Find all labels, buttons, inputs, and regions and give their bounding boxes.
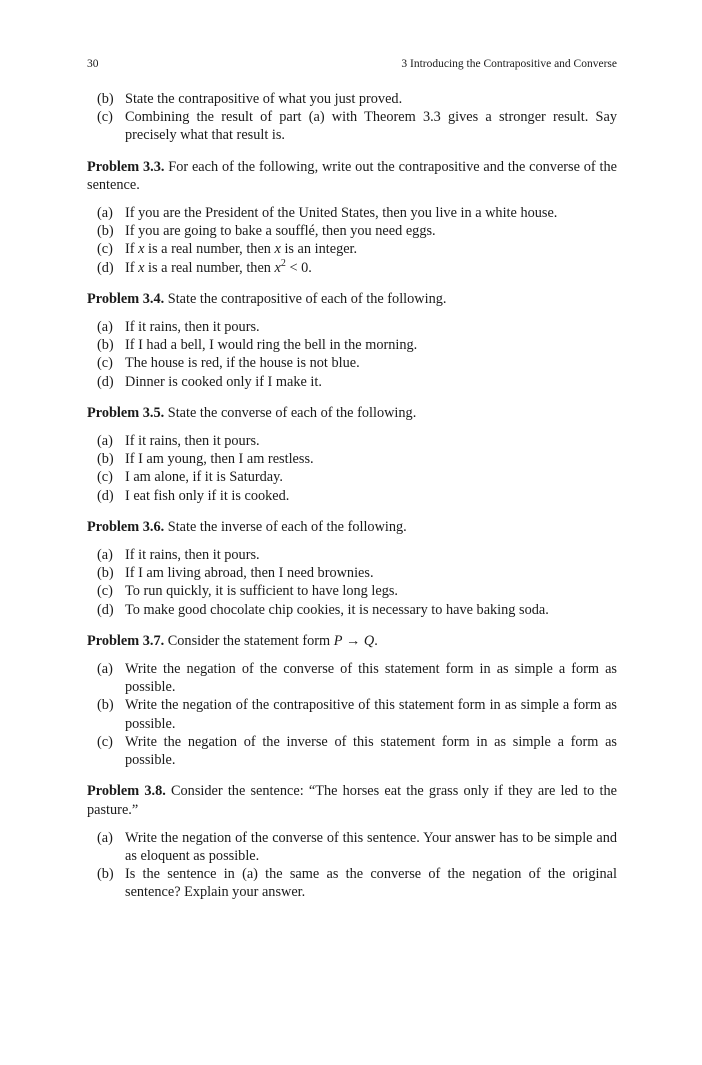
running-title: 3 Introducing the Contrapositive and Converse [401,58,617,70]
item-text: The house is red, if the house is not blue. [125,355,360,372]
problem-title: Problem 3.7. [87,632,165,649]
problem-text: Consider the statement form P → Q. [167,632,378,649]
item-text: Combining the result of part (a) with Theorem 3.3 gives a stronger result. Say precisely what that result is. [125,109,617,144]
item-text: Write the negation of the inverse of this statement form in as simple a form as possible. [125,733,617,769]
item-label: (a) [97,547,113,564]
item-text: I am alone, if it is Saturday. [125,469,283,486]
problem-3-6-statement [87,518,617,536]
list-item [97,582,617,600]
item-label: (b) [97,697,114,714]
item-label: (a) [97,433,113,450]
problem-3-5-statement [87,404,617,422]
list-item [97,450,617,468]
problem-text: Consider the sentence: “The horses eat the grass only if they are led to the pasture.” [87,783,617,818]
item-label: (a) [97,319,113,336]
item-text: To run quickly, it is sufficient to have long legs. [125,583,398,600]
item-text: Dinner is cooked only if I make it. [125,373,322,390]
problem-title: Problem 3.6. [87,518,165,535]
list-item [97,733,617,769]
page-body [87,90,617,902]
item-text: If it rains, then it pours. [125,319,260,336]
problem-3-8-items [87,829,617,902]
item-label: (a) [97,661,113,678]
item-text: I eat fish only if it is cooked. [125,487,290,504]
item-label: (d) [97,487,114,504]
problem-title: Problem 3.4. [87,290,165,307]
item-text: If it rains, then it pours. [125,547,260,564]
list-item [97,468,617,486]
problem-3-6-items [87,546,617,619]
list-item [97,660,617,696]
item-label: (c) [97,733,113,750]
continued-items [87,90,617,145]
item-text: Write the negation of the contrapositive of this statement form in as simple a form as possible. [125,697,617,732]
problem-text: State the contrapositive of each of the following. [167,290,447,307]
item-label: (b) [97,565,114,582]
item-label: (d) [97,259,114,276]
item-text: If I am young, then I am restless. [125,451,314,468]
problem-3-3-statement [87,158,617,194]
problem-3-7-items [87,660,617,769]
item-text: If x is a real number, then $x^2 < 0$. [125,257,312,276]
item-label: (b) [97,91,114,107]
problem-3-7-statement [87,632,617,650]
item-label: (d) [97,373,114,390]
item-label: (c) [97,109,113,126]
item-text: If I am living abroad, then I need brownies. [125,565,374,582]
list-item [97,354,617,372]
item-text: State the contrapositive of what you just proved. [125,91,403,107]
page-number: 30 [87,58,99,70]
problem-3-3-items [87,204,617,277]
item-text: If you are the President of the United States, then you live in a white house. [125,205,558,222]
item-label: (b) [97,451,114,468]
item-label: (b) [97,337,114,354]
problem-3-8-statement [87,782,617,818]
running-header [87,58,617,74]
item-text: Write the negation of the converse of this sentence. Your answer has to be simple and as eloquent as possible. [125,829,617,864]
problem-title: Problem 3.3. [87,158,165,175]
item-label: (a) [97,205,113,222]
list-item [97,204,617,222]
list-item [97,336,617,354]
list-item [97,432,617,450]
list-item [97,487,617,505]
problem-3-4-statement [87,290,617,308]
list-item [97,108,617,144]
list-item [97,546,617,564]
list-item [97,318,617,336]
item-label: (b) [97,223,114,240]
problem-3-4-items [87,318,617,391]
item-text: If you are going to bake a soufflé, then you need eggs. [125,223,436,240]
item-text: If x is a real number, then x is an integer. [125,241,358,258]
list-item [97,240,617,258]
list-item [97,865,617,901]
problem-title: Problem 3.8. [87,783,166,800]
item-label: (d) [97,601,114,618]
list-item [97,222,617,240]
list-item [97,373,617,391]
problem-text: For each of the following, write out the contrapositive and the converse of the sentence. [87,158,617,193]
list-item [97,601,617,619]
problem-text: State the converse of each of the following. [167,404,417,421]
item-label: (c) [97,355,113,372]
problem-3-5-items [87,432,617,505]
item-text: Is the sentence in (a) the same as the converse of the negation of the original sentence? Explain your answer. [125,866,617,901]
item-text: Write the negation of the converse of this statement form in as simple a form as possible. [125,661,617,696]
item-text: To make good chocolate chip cookies, it is necessary to have baking soda. [125,601,549,618]
item-text: If I had a bell, I would ring the bell in the morning. [125,337,418,354]
item-label: (c) [97,241,113,258]
list-item [97,696,617,732]
item-text: If it rains, then it pours. [125,433,260,450]
problem-text: State the inverse of each of the following. [167,518,407,535]
item-label: (a) [97,829,113,846]
item-label: (b) [97,866,114,883]
list-item [97,90,617,108]
item-label: (c) [97,469,113,486]
list-item [97,829,617,865]
list-item [97,564,617,582]
item-label: (c) [97,583,113,600]
list-item [97,259,617,277]
problem-title: Problem 3.5. [87,404,165,421]
